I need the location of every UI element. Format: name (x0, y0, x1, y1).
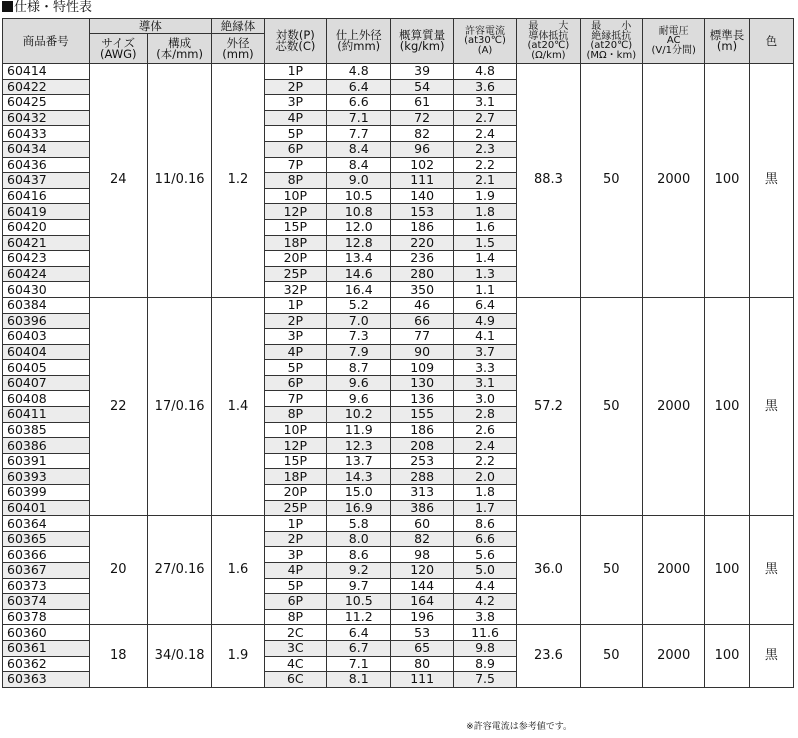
cell-finish-od: 8.4 (327, 157, 391, 173)
cell-finish-od: 10.8 (327, 204, 391, 220)
cell-product-no: 60366 (3, 547, 90, 563)
cell-current: 4.8 (453, 64, 516, 80)
cell-weight: 39 (391, 64, 453, 80)
cell-max-resistance: 88.3 (517, 64, 580, 298)
cell-finish-od: 7.3 (327, 329, 391, 345)
cell-weight: 60 (391, 516, 453, 532)
cell-pairs: 12P (264, 204, 326, 220)
cell-weight: 109 (391, 360, 453, 376)
table-row (3, 297, 794, 313)
cell-min-insulation: 50 (580, 297, 642, 515)
cell-pairs: 15P (264, 453, 326, 469)
cell-current: 1.7 (453, 500, 516, 516)
cell-current: 4.9 (453, 313, 516, 329)
cell-product-no: 60436 (3, 157, 90, 173)
header-std-length: 標準長 (m) (705, 19, 749, 64)
cell-product-no: 60373 (3, 578, 90, 594)
cell-current: 2.3 (453, 141, 516, 157)
cell-pairs: 5P (264, 126, 326, 142)
cell-finish-od: 5.2 (327, 297, 391, 313)
header-max-resistance: 最 大 導体抵抗 (at20℃) (Ω/km) (517, 19, 580, 64)
cell-finish-od: 15.0 (327, 485, 391, 501)
cell-pairs: 10P (264, 188, 326, 204)
cell-structure: 17/0.16 (147, 297, 211, 515)
cell-finish-od: 8.6 (327, 547, 391, 563)
cell-product-no: 60423 (3, 251, 90, 267)
cell-product-no: 60393 (3, 469, 90, 485)
header-finish-od: 仕上外径 (約mm) (327, 19, 391, 64)
cell-current: 3.1 (453, 95, 516, 111)
cell-pairs: 4P (264, 344, 326, 360)
table-body (3, 64, 794, 688)
cell-current: 5.0 (453, 563, 516, 579)
cell-weight: 220 (391, 235, 453, 251)
header-outer-dia: 外径 (mm) (212, 34, 264, 64)
cell-current: 4.2 (453, 594, 516, 610)
cell-pairs: 3P (264, 547, 326, 563)
header-size: サイズ (AWG) (89, 34, 147, 64)
cell-max-resistance: 57.2 (517, 297, 580, 515)
cell-current: 3.3 (453, 360, 516, 376)
cell-pairs: 1P (264, 516, 326, 532)
cell-weight: 136 (391, 391, 453, 407)
cell-finish-od: 6.4 (327, 79, 391, 95)
cell-weight: 90 (391, 344, 453, 360)
cell-current: 1.5 (453, 235, 516, 251)
cell-product-no: 60405 (3, 360, 90, 376)
cell-product-no: 60362 (3, 656, 90, 672)
cell-current: 2.2 (453, 157, 516, 173)
cell-product-no: 60419 (3, 204, 90, 220)
cell-pairs: 4C (264, 656, 326, 672)
cell-pairs: 3C (264, 640, 326, 656)
cell-finish-od: 6.6 (327, 95, 391, 111)
cell-product-no: 60416 (3, 188, 90, 204)
cell-current: 7.5 (453, 672, 516, 688)
cell-pairs: 32P (264, 282, 326, 298)
cell-current: 3.6 (453, 79, 516, 95)
cell-finish-od: 7.1 (327, 656, 391, 672)
cell-finish-od: 7.9 (327, 344, 391, 360)
cell-std-length: 100 (705, 297, 749, 515)
cell-weight: 155 (391, 407, 453, 423)
cell-pairs: 5P (264, 360, 326, 376)
cell-finish-od: 5.8 (327, 516, 391, 532)
cell-finish-od: 10.5 (327, 188, 391, 204)
footnote: ※許容電流は参考値です。 (466, 722, 572, 732)
cell-product-no: 60361 (3, 640, 90, 656)
cell-product-no: 60424 (3, 266, 90, 282)
cell-awg: 18 (89, 625, 147, 687)
cell-finish-od: 13.4 (327, 251, 391, 267)
cell-min-insulation: 50 (580, 516, 642, 625)
cell-weight: 72 (391, 110, 453, 126)
cell-pairs: 6P (264, 375, 326, 391)
cell-pairs: 2P (264, 531, 326, 547)
cell-current: 2.6 (453, 422, 516, 438)
cell-pairs: 12P (264, 438, 326, 454)
page-title (2, 0, 92, 18)
cell-weight: 77 (391, 329, 453, 345)
cell-weight: 313 (391, 485, 453, 501)
cell-voltage: 2000 (643, 625, 705, 687)
cell-color: 黒 (749, 625, 793, 687)
cell-weight: 46 (391, 297, 453, 313)
cell-weight: 82 (391, 126, 453, 142)
cell-min-insulation: 50 (580, 64, 642, 298)
cell-weight: 288 (391, 469, 453, 485)
cell-product-no: 60434 (3, 141, 90, 157)
cell-weight: 61 (391, 95, 453, 111)
cell-current: 4.4 (453, 578, 516, 594)
cell-product-no: 60399 (3, 485, 90, 501)
cell-finish-od: 8.4 (327, 141, 391, 157)
cell-pairs: 2C (264, 625, 326, 641)
cell-awg: 22 (89, 297, 147, 515)
header-min-insulation: 最 小 絶縁抵抗 (at20℃) (MΩ・km) (580, 19, 642, 64)
cell-pairs: 1P (264, 297, 326, 313)
cell-finish-od: 10.2 (327, 407, 391, 423)
cell-product-no: 60364 (3, 516, 90, 532)
cell-current: 6.6 (453, 531, 516, 547)
cell-voltage: 2000 (643, 297, 705, 515)
cell-product-no: 60430 (3, 282, 90, 298)
table-row (3, 625, 794, 641)
cell-current: 3.8 (453, 609, 516, 625)
cell-current: 2.2 (453, 453, 516, 469)
cell-weight: 253 (391, 453, 453, 469)
cell-voltage: 2000 (643, 516, 705, 625)
cell-std-length: 100 (705, 516, 749, 625)
cell-weight: 144 (391, 578, 453, 594)
cell-weight: 98 (391, 547, 453, 563)
cell-finish-od: 13.7 (327, 453, 391, 469)
cell-product-no: 60411 (3, 407, 90, 423)
cell-finish-od: 14.6 (327, 266, 391, 282)
cell-product-no: 60391 (3, 453, 90, 469)
cell-pairs: 4P (264, 563, 326, 579)
cell-pairs: 6C (264, 672, 326, 688)
cell-current: 1.4 (453, 251, 516, 267)
cell-current: 4.1 (453, 329, 516, 345)
cell-weight: 102 (391, 157, 453, 173)
cell-finish-od: 7.1 (327, 110, 391, 126)
cell-pairs: 7P (264, 157, 326, 173)
cell-product-no: 60403 (3, 329, 90, 345)
cell-product-no: 60432 (3, 110, 90, 126)
cell-weight: 130 (391, 375, 453, 391)
spec-table (2, 18, 794, 688)
cell-pairs: 8P (264, 609, 326, 625)
cell-product-no: 60360 (3, 625, 90, 641)
header-structure: 構成 (本/mm) (147, 34, 211, 64)
cell-current: 9.8 (453, 640, 516, 656)
cell-weight: 54 (391, 79, 453, 95)
cell-weight: 153 (391, 204, 453, 220)
cell-pairs: 20P (264, 485, 326, 501)
cell-pairs: 3P (264, 95, 326, 111)
cell-std-length: 100 (705, 64, 749, 298)
cell-current: 1.6 (453, 219, 516, 235)
cell-current: 2.7 (453, 110, 516, 126)
cell-current: 3.7 (453, 344, 516, 360)
cell-current: 6.4 (453, 297, 516, 313)
cell-weight: 140 (391, 188, 453, 204)
cell-outer-dia: 1.2 (212, 64, 264, 298)
header-voltage: 耐電圧 AC (V/1分間) (643, 19, 705, 64)
cell-current: 1.8 (453, 485, 516, 501)
cell-finish-od: 9.0 (327, 173, 391, 189)
cell-finish-od: 7.0 (327, 313, 391, 329)
cell-product-no: 60367 (3, 563, 90, 579)
cell-product-no: 60425 (3, 95, 90, 111)
cell-max-resistance: 36.0 (517, 516, 580, 625)
cell-current: 2.4 (453, 438, 516, 454)
cell-weight: 96 (391, 141, 453, 157)
cell-product-no: 60433 (3, 126, 90, 142)
header-conductor: 導体 (89, 19, 212, 34)
cell-finish-od: 12.8 (327, 235, 391, 251)
cell-weight: 53 (391, 625, 453, 641)
cell-pairs: 15P (264, 219, 326, 235)
cell-outer-dia: 1.6 (212, 516, 264, 625)
cell-weight: 82 (391, 531, 453, 547)
cell-current: 5.6 (453, 547, 516, 563)
cell-finish-od: 11.2 (327, 609, 391, 625)
cell-product-no: 60378 (3, 609, 90, 625)
cell-product-no: 60386 (3, 438, 90, 454)
cell-color: 黒 (749, 297, 793, 515)
cell-product-no: 60396 (3, 313, 90, 329)
cell-product-no: 60374 (3, 594, 90, 610)
cell-finish-od: 10.5 (327, 594, 391, 610)
cell-current: 2.8 (453, 407, 516, 423)
cell-max-resistance: 23.6 (517, 625, 580, 687)
cell-finish-od: 8.0 (327, 531, 391, 547)
cell-weight: 120 (391, 563, 453, 579)
table-header (3, 19, 794, 64)
cell-pairs: 7P (264, 391, 326, 407)
cell-finish-od: 9.7 (327, 578, 391, 594)
cell-weight: 164 (391, 594, 453, 610)
cell-pairs: 25P (264, 266, 326, 282)
cell-color: 黒 (749, 516, 793, 625)
cell-product-no: 60420 (3, 219, 90, 235)
cell-current: 3.1 (453, 375, 516, 391)
cell-pairs: 5P (264, 578, 326, 594)
cell-product-no: 60365 (3, 531, 90, 547)
cell-pairs: 8P (264, 173, 326, 189)
table-row (3, 64, 794, 80)
cell-finish-od: 16.4 (327, 282, 391, 298)
cell-structure: 34/0.18 (147, 625, 211, 687)
cell-current: 1.1 (453, 282, 516, 298)
cell-pairs: 18P (264, 235, 326, 251)
cell-current: 3.0 (453, 391, 516, 407)
cell-awg: 20 (89, 516, 147, 625)
cell-pairs: 10P (264, 422, 326, 438)
cell-weight: 350 (391, 282, 453, 298)
cell-pairs: 18P (264, 469, 326, 485)
cell-color: 黒 (749, 64, 793, 298)
cell-min-insulation: 50 (580, 625, 642, 687)
cell-product-no: 60421 (3, 235, 90, 251)
header-weight: 概算質量 (kg/km) (391, 19, 453, 64)
cell-finish-od: 7.7 (327, 126, 391, 142)
cell-finish-od: 8.1 (327, 672, 391, 688)
cell-finish-od: 6.7 (327, 640, 391, 656)
cell-pairs: 20P (264, 251, 326, 267)
cell-weight: 80 (391, 656, 453, 672)
cell-weight: 65 (391, 640, 453, 656)
cell-finish-od: 14.3 (327, 469, 391, 485)
cell-weight: 280 (391, 266, 453, 282)
cell-std-length: 100 (705, 625, 749, 687)
cell-product-no: 60437 (3, 173, 90, 189)
cell-finish-od: 11.9 (327, 422, 391, 438)
cell-finish-od: 8.7 (327, 360, 391, 376)
cell-weight: 111 (391, 173, 453, 189)
cell-current: 2.4 (453, 126, 516, 142)
cell-finish-od: 16.9 (327, 500, 391, 516)
cell-pairs: 2P (264, 313, 326, 329)
cell-weight: 196 (391, 609, 453, 625)
cell-weight: 186 (391, 219, 453, 235)
cell-weight: 66 (391, 313, 453, 329)
cell-product-no: 60401 (3, 500, 90, 516)
cell-awg: 24 (89, 64, 147, 298)
cell-finish-od: 4.8 (327, 64, 391, 80)
header-product-no: 商品番号 (3, 19, 90, 64)
cell-voltage: 2000 (643, 64, 705, 298)
cell-weight: 186 (391, 422, 453, 438)
cell-current: 2.1 (453, 173, 516, 189)
table-row (3, 516, 794, 532)
cell-finish-od: 12.0 (327, 219, 391, 235)
cell-structure: 27/0.16 (147, 516, 211, 625)
cell-finish-od: 12.3 (327, 438, 391, 454)
cell-weight: 236 (391, 251, 453, 267)
cell-pairs: 6P (264, 594, 326, 610)
cell-current: 1.8 (453, 204, 516, 220)
cell-pairs: 8P (264, 407, 326, 423)
cell-pairs: 2P (264, 79, 326, 95)
cell-product-no: 60363 (3, 672, 90, 688)
cell-product-no: 60408 (3, 391, 90, 407)
cell-outer-dia: 1.9 (212, 625, 264, 687)
cell-product-no: 60422 (3, 79, 90, 95)
cell-finish-od: 9.2 (327, 563, 391, 579)
cell-weight: 386 (391, 500, 453, 516)
cell-finish-od: 9.6 (327, 391, 391, 407)
cell-product-no: 60407 (3, 375, 90, 391)
cell-current: 2.0 (453, 469, 516, 485)
cell-finish-od: 6.4 (327, 625, 391, 641)
header-color: 色 (749, 19, 793, 64)
cell-pairs: 3P (264, 329, 326, 345)
cell-product-no: 60414 (3, 64, 90, 80)
cell-current: 11.6 (453, 625, 516, 641)
header-current: 許容電流 (at30℃) (A) (453, 19, 516, 64)
cell-current: 1.3 (453, 266, 516, 282)
cell-product-no: 60404 (3, 344, 90, 360)
cell-product-no: 60384 (3, 297, 90, 313)
cell-current: 1.9 (453, 188, 516, 204)
cell-pairs: 25P (264, 500, 326, 516)
title-text: 仕様・特性表 (14, 0, 93, 15)
cell-outer-dia: 1.4 (212, 297, 264, 515)
header-pairs: 対数(P) 芯数(C) (264, 19, 326, 64)
cell-structure: 11/0.16 (147, 64, 211, 298)
cell-weight: 111 (391, 672, 453, 688)
cell-current: 8.6 (453, 516, 516, 532)
cell-pairs: 1P (264, 64, 326, 80)
cell-current: 8.9 (453, 656, 516, 672)
cell-weight: 208 (391, 438, 453, 454)
cell-finish-od: 9.6 (327, 375, 391, 391)
cell-pairs: 6P (264, 141, 326, 157)
cell-product-no: 60385 (3, 422, 90, 438)
cell-pairs: 4P (264, 110, 326, 126)
header-insulator: 絶縁体 (212, 19, 264, 34)
square-bullet-icon (2, 1, 13, 12)
